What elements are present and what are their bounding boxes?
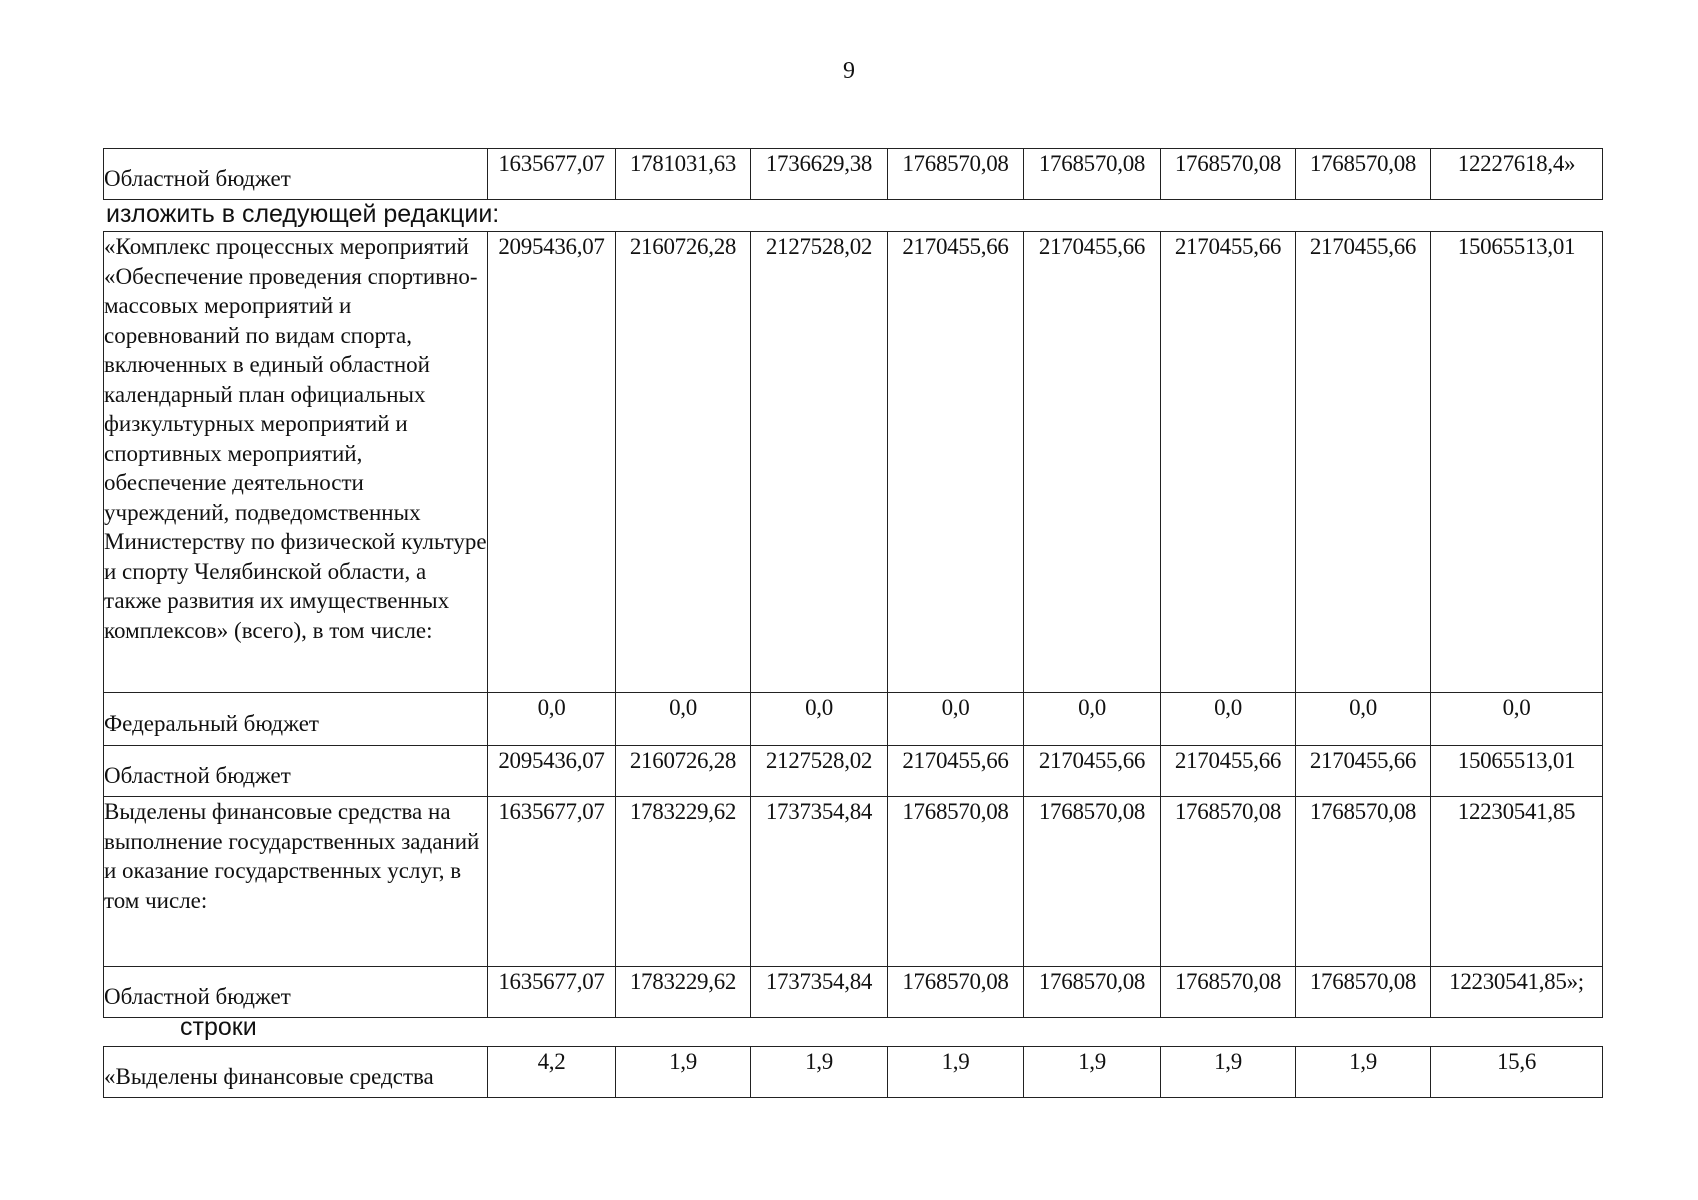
value-cell: 1768570,08 xyxy=(1161,797,1296,967)
value-cell: 1737354,84 xyxy=(751,797,888,967)
total-cell: 12230541,85»; xyxy=(1431,967,1603,1018)
row-label: Областной бюджет xyxy=(104,149,488,200)
total-cell: 12227618,4» xyxy=(1431,149,1603,200)
value-cell: 0,0 xyxy=(488,693,616,746)
row-label: Областной бюджет xyxy=(104,967,488,1018)
value-cell: 2095436,07 xyxy=(488,232,616,693)
value-cell: 1768570,08 xyxy=(1024,797,1161,967)
value-cell: 0,0 xyxy=(1296,693,1431,746)
value-cell: 2170455,66 xyxy=(888,232,1024,693)
table-row xyxy=(104,1047,1603,1098)
value-cell: 1737354,84 xyxy=(751,967,888,1018)
table-row xyxy=(104,149,1603,200)
value-cell: 1768570,08 xyxy=(1161,967,1296,1018)
value-cell: 2170455,66 xyxy=(1024,232,1161,693)
rows-caption: строки xyxy=(180,1013,257,1041)
row-label: Федеральный бюджет xyxy=(104,693,488,746)
table-row xyxy=(104,693,1603,746)
value-cell: 1,9 xyxy=(616,1047,751,1098)
row-label: Областной бюджет xyxy=(104,746,488,797)
table-row xyxy=(104,746,1603,797)
value-cell: 0,0 xyxy=(1024,693,1161,746)
value-cell: 1635677,07 xyxy=(488,797,616,967)
value-cell: 1768570,08 xyxy=(888,797,1024,967)
value-cell: 1,9 xyxy=(1024,1047,1161,1098)
value-cell: 1783229,62 xyxy=(616,967,751,1018)
value-cell: 1736629,38 xyxy=(751,149,888,200)
value-cell: 1,9 xyxy=(1296,1047,1431,1098)
total-cell: 15,6 xyxy=(1431,1047,1603,1098)
value-cell: 1768570,08 xyxy=(1296,967,1431,1018)
value-cell: 1783229,62 xyxy=(616,797,751,967)
value-cell: 1768570,08 xyxy=(1296,797,1431,967)
total-cell: 0,0 xyxy=(1431,693,1603,746)
value-cell: 0,0 xyxy=(1161,693,1296,746)
total-cell: 15065513,01 xyxy=(1431,232,1603,693)
value-cell: 2170455,66 xyxy=(1161,232,1296,693)
total-cell: 15065513,01 xyxy=(1431,746,1603,797)
value-cell: 2170455,66 xyxy=(1161,746,1296,797)
value-cell: 2160726,28 xyxy=(616,746,751,797)
total-cell: 12230541,85 xyxy=(1431,797,1603,967)
budget-table-funds xyxy=(103,1046,1603,1098)
value-cell: 2095436,07 xyxy=(488,746,616,797)
row-label: «Комплекс процессных мероприятий «Обеспечение проведения спортивно-массовых мероприятий и соревнований по видам спорта, включенных в единый областной календарный план официальных физкультурных мероприятий и спортивных мероприятий, обеспечение деятельности учреждений, подведомственных Министерству по физической культуре и спорту Челябинской области, а также развития их имущественных комплексов» (всего), в том числе: xyxy=(104,232,488,693)
value-cell: 2170455,66 xyxy=(1024,746,1161,797)
row-label: «Выделены финансовые средства xyxy=(104,1047,488,1098)
row-label: Выделены финансовые средства на выполнение государственных заданий и оказание государственных услуг, в том числе: xyxy=(104,797,488,967)
value-cell: 1768570,08 xyxy=(888,967,1024,1018)
value-cell: 1,9 xyxy=(751,1047,888,1098)
value-cell: 1635677,07 xyxy=(488,149,616,200)
table-row xyxy=(104,797,1603,967)
value-cell: 1768570,08 xyxy=(1296,149,1431,200)
value-cell: 0,0 xyxy=(888,693,1024,746)
value-cell: 1635677,07 xyxy=(488,967,616,1018)
value-cell: 4,2 xyxy=(488,1047,616,1098)
value-cell: 1781031,63 xyxy=(616,149,751,200)
value-cell: 1768570,08 xyxy=(1161,149,1296,200)
value-cell: 0,0 xyxy=(751,693,888,746)
table-row xyxy=(104,967,1603,1018)
amendment-caption: изложить в следующей редакции: xyxy=(106,200,500,228)
value-cell: 2170455,66 xyxy=(1296,746,1431,797)
value-cell: 2127528,02 xyxy=(751,746,888,797)
value-cell: 2170455,66 xyxy=(888,746,1024,797)
page-number: 9 xyxy=(843,58,855,84)
value-cell: 1768570,08 xyxy=(888,149,1024,200)
value-cell: 2160726,28 xyxy=(616,232,751,693)
value-cell: 2170455,66 xyxy=(1296,232,1431,693)
value-cell: 1,9 xyxy=(1161,1047,1296,1098)
value-cell: 0,0 xyxy=(616,693,751,746)
budget-table-new xyxy=(103,231,1603,1018)
value-cell: 1768570,08 xyxy=(1024,149,1161,200)
value-cell: 1768570,08 xyxy=(1024,967,1161,1018)
table-row xyxy=(104,232,1603,693)
value-cell: 1,9 xyxy=(888,1047,1024,1098)
budget-table-old xyxy=(103,148,1603,200)
value-cell: 2127528,02 xyxy=(751,232,888,693)
